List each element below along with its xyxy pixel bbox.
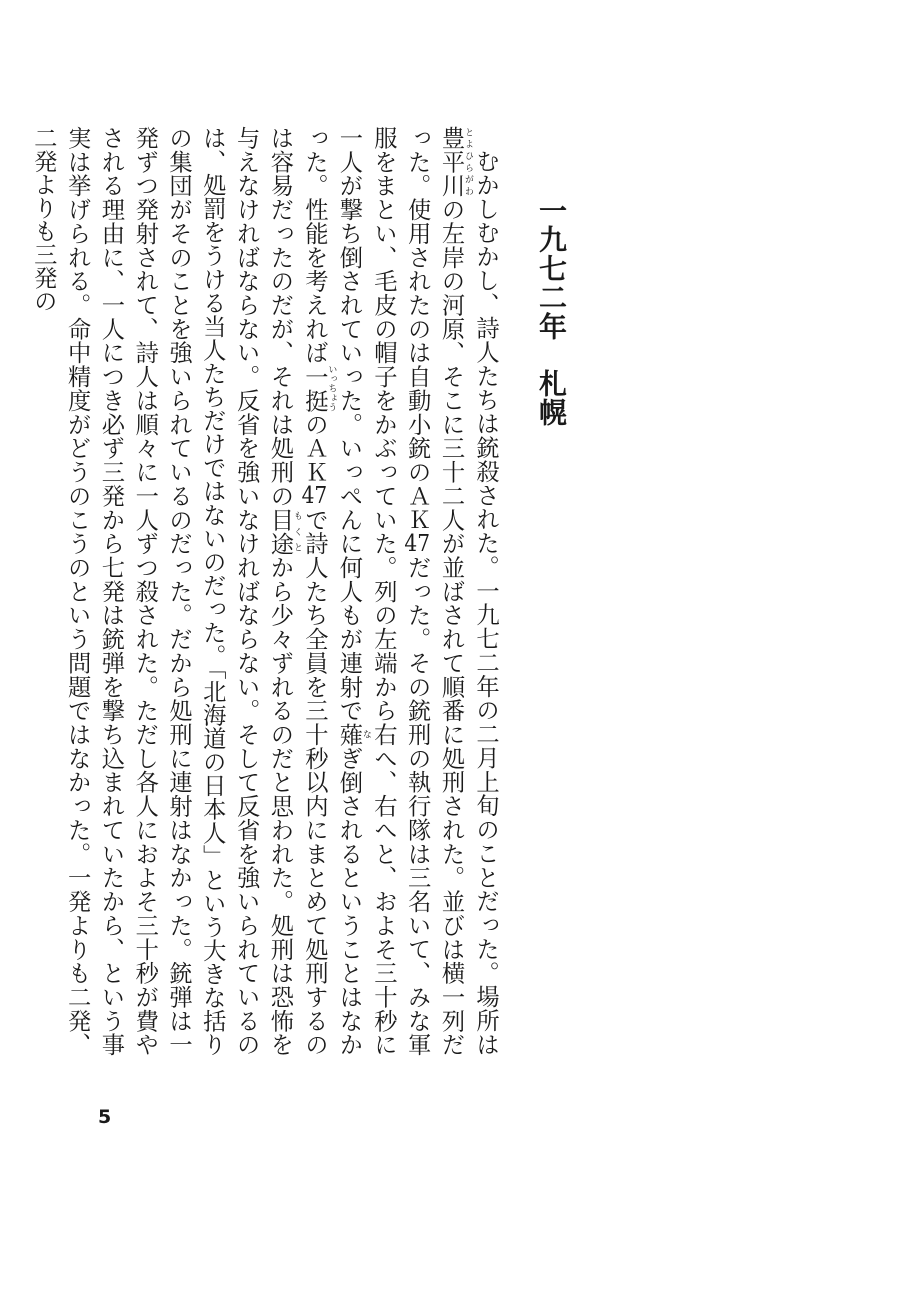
- page-number: 5: [98, 1106, 112, 1128]
- chapter-place: 札幌: [535, 369, 568, 427]
- chapter-heading: [534, 196, 568, 496]
- furigana: 薙な: [335, 722, 371, 747]
- furigana: 一挺いっちょう: [300, 364, 337, 413]
- furigana: 豊平川とよひらがわ: [437, 126, 473, 198]
- paragraph: むかしむかし、詩人たちは銃殺された。一九七二年の二月上旬のことだった。場所は豊平川とよひらがわの左岸の河原、そこに三十二人が並ばされて順番に処刑された。並びは横一列だった。使用されたのは自動小銃のＡＫ47だった。その銃刑の執行隊は三名いて、みな軍服をまとい、毛皮の帽子をかぶっていた。列の左端から右へ、右へと、およそ三十秒に一人が撃ち倒されていった。いっぺんに何人もが連射で薙なぎ倒されるということはなかった。性能を考えれば一挺いっちょうのＡＫ47で詩人たち全員を三十秒以内にまとめて処刑するのは容易だったのだが、それは処刑の目途もくとから少々ずれるのだと思われた。処刑は恐怖を与えなければならない。反省を強いなければならない。そして反省を強いられているのは、処罰をうける当人たちだけではないのだった。「北海道の日本人」という大きな括りの集団がそのことを強いられているのだった。だから処刑に連射はなかった。銃弾は一発ずつ発射されて、詩人は順々に一人ずつ殺された。ただし各人におよそ三十秒が費やされる理由に、一人につき必ず三発から七発は銃弾を撃ち込まれていたから、という事実は挙げられる。命中精度がどうのこうのという問題ではなかった。一発よりも二発、二発よりも三発の: [29, 126, 499, 1057]
- body-text: [29, 126, 502, 1057]
- chapter-year: 一九七二年: [535, 196, 568, 341]
- furigana: 目途もくと: [266, 507, 302, 556]
